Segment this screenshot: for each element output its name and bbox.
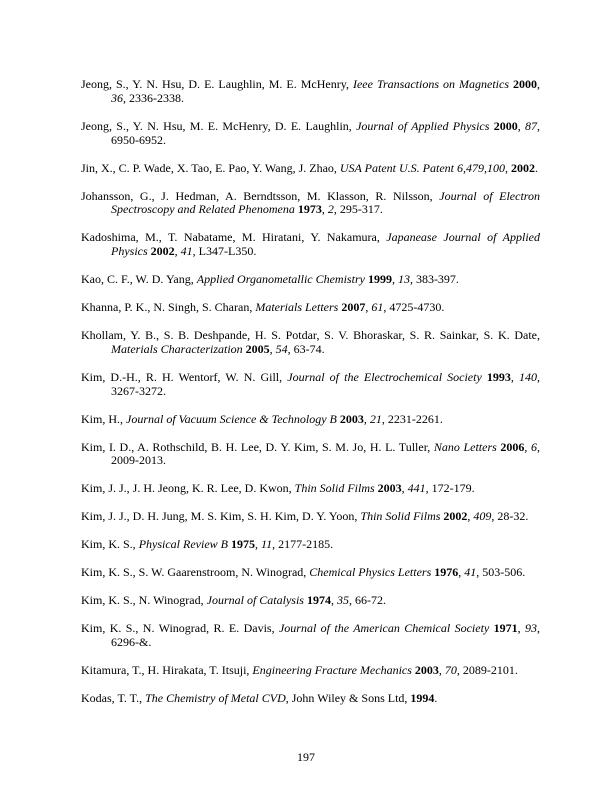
reference-segment: Kim, D.-H., R. H. Wentorf, W. N. Gill, [81, 369, 288, 384]
reference-segment: , John Wiley & Sons Ltd, [285, 690, 411, 705]
reference-segment: Journal of Applied Physics [356, 118, 490, 133]
reference-segment: 54 [275, 341, 288, 356]
reference-segment: , [517, 118, 525, 133]
reference-segment: , 6296-&. [111, 620, 540, 649]
reference-segment: Kim, K. S., N. Winograd, R. E. Davis, [81, 620, 279, 635]
reference-segment: Kao, C. F., W. D. Yang, [81, 272, 197, 287]
reference-segment: Journal of the Electrochemical Society [287, 369, 482, 384]
reference-segment: 1993 [486, 369, 511, 384]
reference-item [81, 231, 540, 259]
reference-segment: , [467, 509, 474, 524]
reference-item [81, 538, 540, 552]
reference-item [81, 162, 540, 176]
reference-segment: , 4725-4730. [383, 300, 445, 315]
reference-segment: 2000 [493, 118, 518, 133]
reference-segment: Engineering Fracture Mechanics [252, 662, 412, 677]
reference-segment: , [391, 272, 398, 287]
reference-segment: Khanna, P. K., N. Singh, S. Charan, [81, 300, 256, 315]
reference-segment: , 503-506. [476, 565, 526, 580]
reference-segment: Thin Solid Films [360, 509, 441, 524]
reference-segment: Thin Solid Films [294, 481, 375, 496]
reference-segment: Materials Characterization [111, 341, 243, 356]
reference-segment: Kim, K. S., N. Winograd, [81, 592, 207, 607]
reference-segment: 140 [519, 369, 538, 384]
page-number: 197 [297, 750, 315, 764]
reference-segment: 1971 [493, 620, 518, 635]
reference-segment: 409 [473, 509, 492, 524]
reference-item [81, 622, 540, 650]
reference-segment: 36 [111, 90, 123, 105]
reference-segment: , 63-74. [287, 341, 325, 356]
reference-item [81, 329, 540, 357]
reference-segment: 1974 [306, 592, 331, 607]
reference-segment: 13 [397, 272, 410, 287]
reference-segment: 2007 [341, 300, 366, 315]
reference-segment: 70 [444, 662, 457, 677]
reference-segment: , [365, 300, 372, 315]
reference-segment: 2006 [500, 439, 525, 454]
reference-segment: . [434, 690, 438, 705]
reference-segment: , [321, 202, 328, 217]
reference-segment: , [438, 662, 445, 677]
reference-item [81, 566, 540, 580]
reference-item [81, 301, 540, 315]
reference-segment: , 172-179. [425, 481, 475, 496]
reference-item [81, 273, 540, 287]
reference-segment: , [504, 160, 511, 175]
reference-segment: Kadoshima, M., T. Nabatame, M. Hiratani, Y. Nakamura, [81, 230, 387, 245]
reference-segment: , [458, 565, 465, 580]
reference-segment: , L347-L350. [192, 244, 257, 259]
reference-segment: , [537, 77, 541, 91]
reference-segment: 2000 [513, 77, 538, 91]
reference-segment: , 6950-6952. [111, 118, 540, 147]
reference-segment: 11 [260, 537, 273, 552]
reference-segment: , 66-72. [348, 592, 386, 607]
reference-segment: 1973 [297, 202, 322, 217]
reference-segment: Journal of the American Chemical Society [278, 620, 490, 635]
reference-segment: Kim, H., [81, 411, 126, 426]
reference-segment: Kim, J. J., J. H. Jeong, K. R. Lee, D. Kwon, [81, 481, 295, 496]
reference-segment: Ieee Transactions on Magnetics [352, 77, 509, 91]
reference-item [81, 78, 540, 106]
reference-segment: 1999 [367, 272, 392, 287]
reference-segment: Chemical Physics Letters [309, 565, 432, 580]
reference-segment: . [534, 160, 538, 175]
reference-segment: Japanease Journal of Applied Physics [111, 230, 540, 259]
reference-segment: , 295-317. [333, 202, 383, 217]
reference-segment: Kim, J. J., D. H. Jung, M. S. Kim, S. H. Kim, D. Y. Yoon, [81, 509, 361, 524]
reference-item [81, 413, 540, 427]
reference-item [81, 120, 540, 148]
reference-segment: , [401, 481, 408, 496]
reference-segment: , [269, 341, 276, 356]
reference-segment: , [254, 537, 261, 552]
reference-segment: 93 [525, 620, 537, 635]
reference-segment: 2003 [377, 481, 402, 496]
reference-segment: Journal of Electron Spectroscopy and Related Phenomena [111, 188, 541, 217]
reference-segment: , [363, 411, 370, 426]
reference-segment: 2005 [245, 341, 270, 356]
reference-segment: 21 [369, 411, 382, 426]
reference-segment: Nano Letters [433, 439, 497, 454]
reference-segment: Jeong, S., Y. N. Hsu, D. E. Laughlin, M. E. McHenry, [81, 77, 353, 91]
reference-segment: 2002 [443, 509, 468, 524]
reference-segment: 441 [407, 481, 426, 496]
reference-segment: 1975 [230, 537, 255, 552]
reference-segment: Physical Review B [138, 537, 228, 552]
reference-segment: 1976 [434, 565, 459, 580]
reference-segment: Journal of Vacuum Science & Technology B [126, 411, 337, 426]
reference-segment: , 2177-2185. [272, 537, 334, 552]
reference-segment: 2 [327, 202, 334, 217]
reference-segment: , 2089-2101. [456, 662, 518, 677]
reference-segment: Khollam, Y. B., S. B. Deshpande, H. S. Potdar, S. V. Bhoraskar, S. R. Sainkar, S. K. Date, [81, 327, 540, 342]
reference-segment: , 2009-2013. [111, 439, 541, 468]
reference-segment: Jeong, S., Y. N. Hsu, M. E. McHenry, D. E. Laughlin, [81, 118, 357, 133]
reference-segment: , 2231-2261. [381, 411, 443, 426]
reference-item [81, 482, 540, 496]
reference-segment: , [174, 244, 181, 259]
reference-segment: The Chemistry of Metal CVD [145, 690, 286, 705]
reference-segment: , [524, 439, 532, 454]
reference-segment: Kodas, T. T., [81, 690, 146, 705]
reference-item [81, 594, 540, 608]
reference-item [81, 664, 540, 678]
reference-segment: 2003 [414, 662, 439, 677]
reference-segment: Materials Letters [255, 300, 339, 315]
reference-segment: , 28-32. [491, 509, 529, 524]
reference-segment: 6 [531, 439, 538, 454]
reference-segment: Kim, I. D., A. Rothschild, B. H. Lee, D. Y. Kim, S. M. Jo, H. L. Tuller, [81, 439, 434, 454]
reference-segment: 35 [336, 592, 349, 607]
reference-segment: Johansson, G., J. Hedman, A. Berndtsson, M. Klasson, R. Nilsson, [81, 188, 440, 203]
reference-segment: Kitamura, T., H. Hirakata, T. Itsuji, [81, 662, 253, 677]
reference-segment: Journal of Catalysis [206, 592, 304, 607]
reference-segment: , [510, 369, 520, 384]
reference-item [81, 510, 540, 524]
reference-segment: 41 [464, 565, 477, 580]
reference-segment: , 383-397. [409, 272, 459, 287]
reference-segment: 1994 [410, 690, 435, 705]
reference-item [81, 692, 540, 706]
reference-segment: 2002 [510, 160, 535, 175]
reference-segment: USA Patent U.S. Patent 6,479,100 [339, 160, 505, 175]
reference-segment: 2003 [339, 411, 364, 426]
reference-segment: Kim, K. S., S. W. Gaarenstroom, N. Winograd, [81, 565, 310, 580]
reference-item [81, 190, 540, 218]
reference-segment: 41 [180, 244, 193, 259]
reference-segment: , [517, 620, 525, 635]
reference-item [81, 371, 540, 399]
references-list [81, 78, 540, 719]
reference-segment: , 3267-3272. [111, 369, 541, 398]
reference-segment: Applied Organometallic Chemistry [196, 272, 365, 287]
reference-segment: , 2336-2338. [123, 90, 184, 105]
reference-segment: 2002 [150, 244, 175, 259]
reference-segment: , [330, 592, 337, 607]
reference-segment: 61 [371, 300, 384, 315]
reference-segment: Jin, X., C. P. Wade, X. Tao, E. Pao, Y. Wang, J. Zhao, [81, 160, 340, 175]
reference-segment: Kim, K. S., [81, 537, 139, 552]
reference-item [81, 441, 540, 469]
reference-segment: 87 [525, 118, 537, 133]
